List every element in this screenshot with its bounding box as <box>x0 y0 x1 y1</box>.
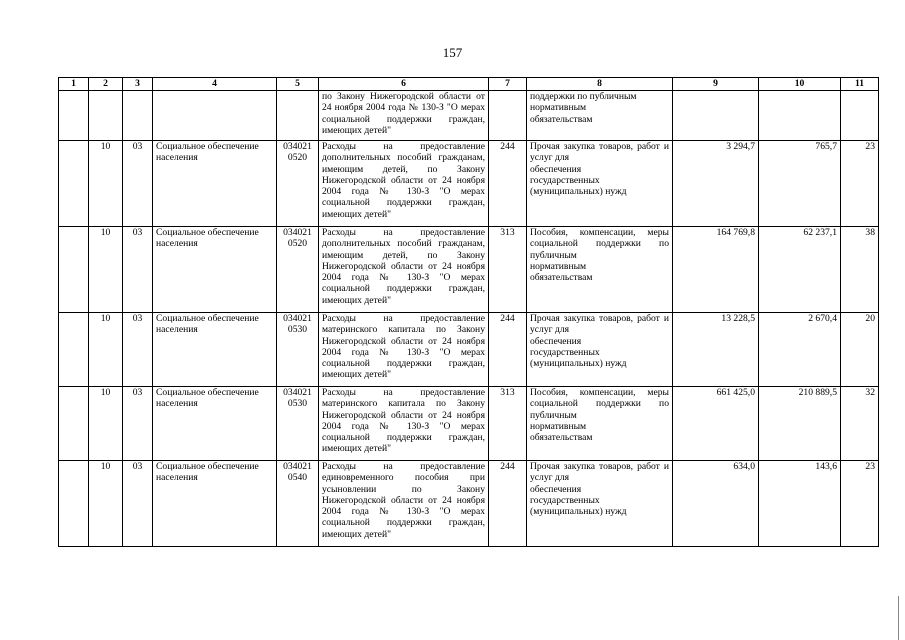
expense-description: по Закону Нижегородской области от 24 ноября 2004 года № 130-З "О мерах социальной поддержки граждан, имеющих детей" <box>319 91 489 141</box>
table-row <box>59 227 879 313</box>
column-header: 8 <box>527 78 673 91</box>
target-code: 034021 0520 <box>277 141 319 227</box>
section-name: Социальное обеспечение населения <box>153 387 277 461</box>
subsection-code: 03 <box>123 461 153 547</box>
expense-type-code: 313 <box>489 387 527 461</box>
expense-type-code: 244 <box>489 461 527 547</box>
section-name: Социальное обеспечение населения <box>153 313 277 387</box>
execution-percent: 23 <box>841 461 879 547</box>
expense-description: Расходы на предоставление дополнительных пособий гражданам, имеющим детей, по Закону Нижегородской области от 24 ноября 2004 года № 130-З "О мерах социальной поддержки граждан, имеющих детей" <box>319 227 489 313</box>
expense-type-code: 313 <box>489 227 527 313</box>
section-code: 10 <box>89 141 123 227</box>
column-header: 5 <box>277 78 319 91</box>
section-code: 10 <box>89 461 123 547</box>
expense-description: Расходы на предоставление материнского капитала по Закону Нижегородской области от 24 ноября 2004 года № 130-З "О мерах социальной поддержки граждан, имеющих детей" <box>319 387 489 461</box>
execution-percent: 23 <box>841 141 879 227</box>
subsection-code: 03 <box>123 141 153 227</box>
column-header: 11 <box>841 78 879 91</box>
target-code: 034021 0520 <box>277 227 319 313</box>
planned-amount: 164 769,8 <box>673 227 759 313</box>
actual-amount: 143,6 <box>759 461 841 547</box>
section-code: 10 <box>89 387 123 461</box>
actual-amount: 62 237,1 <box>759 227 841 313</box>
expense-description: Расходы на предоставление единовременного пособия при усыновлении по Закону Нижегородской области от 24 ноября 2004 года № 130-З "О мерах социальной поддержки граждан, имеющих детей" <box>319 461 489 547</box>
expense-type: Пособия, компенсации, меры социальной поддержки по публичным нормативным обязательствам <box>527 227 673 313</box>
expense-type-code: 244 <box>489 141 527 227</box>
expense-type: Прочая закупка товаров, работ и услуг для обеспечения государственных (муниципальных) нужд <box>527 313 673 387</box>
expense-type: поддержки по публичным нормативным обязательствам <box>527 91 673 141</box>
actual-amount: 2 670,4 <box>759 313 841 387</box>
execution-percent: 20 <box>841 313 879 387</box>
subsection-code: 03 <box>123 227 153 313</box>
column-header: 2 <box>89 78 123 91</box>
column-header: 3 <box>123 78 153 91</box>
planned-amount: 634,0 <box>673 461 759 547</box>
section-name: Социальное обеспечение населения <box>153 461 277 547</box>
actual-amount: 765,7 <box>759 141 841 227</box>
column-header: 4 <box>153 78 277 91</box>
table-row <box>59 461 879 547</box>
expense-type: Пособия, компенсации, меры социальной поддержки по публичным нормативным обязательствам <box>527 387 673 461</box>
expense-description: Расходы на предоставление материнского капитала по Закону Нижегородской области от 24 ноября 2004 года № 130-З "О мерах социальной поддержки граждан, имеющих детей" <box>319 313 489 387</box>
header-row <box>59 78 879 91</box>
section-code: 10 <box>89 313 123 387</box>
table-row <box>59 387 879 461</box>
actual-amount: 210 889,5 <box>759 387 841 461</box>
planned-amount: 13 228,5 <box>673 313 759 387</box>
column-header: 9 <box>673 78 759 91</box>
expense-type: Прочая закупка товаров, работ и услуг для обеспечения государственных (муниципальных) нужд <box>527 141 673 227</box>
planned-amount: 3 294,7 <box>673 141 759 227</box>
section-name: Социальное обеспечение населения <box>153 141 277 227</box>
table-row-continuation <box>59 91 879 141</box>
target-code: 034021 0530 <box>277 387 319 461</box>
column-header: 1 <box>59 78 89 91</box>
column-header: 6 <box>319 78 489 91</box>
table-row <box>59 141 879 227</box>
planned-amount: 661 425,0 <box>673 387 759 461</box>
budget-table <box>58 77 879 547</box>
scan-edge-divider <box>898 596 899 640</box>
target-code: 034021 0540 <box>277 461 319 547</box>
expense-description: Расходы на предоставление дополнительных пособий гражданам, имеющим детей, по Закону Нижегородской области от 24 ноября 2004 года № 130-З "О мерах социальной поддержки граждан, имеющих детей" <box>319 141 489 227</box>
expense-type-code: 244 <box>489 313 527 387</box>
expense-type: Прочая закупка товаров, работ и услуг для обеспечения государственных (муниципальных) нужд <box>527 461 673 547</box>
column-header: 10 <box>759 78 841 91</box>
execution-percent: 38 <box>841 227 879 313</box>
execution-percent: 32 <box>841 387 879 461</box>
column-header: 7 <box>489 78 527 91</box>
section-name: Социальное обеспечение населения <box>153 227 277 313</box>
target-code: 034021 0530 <box>277 313 319 387</box>
subsection-code: 03 <box>123 313 153 387</box>
page-number: 157 <box>442 45 463 60</box>
subsection-code: 03 <box>123 387 153 461</box>
table-row <box>59 313 879 387</box>
section-code: 10 <box>89 227 123 313</box>
